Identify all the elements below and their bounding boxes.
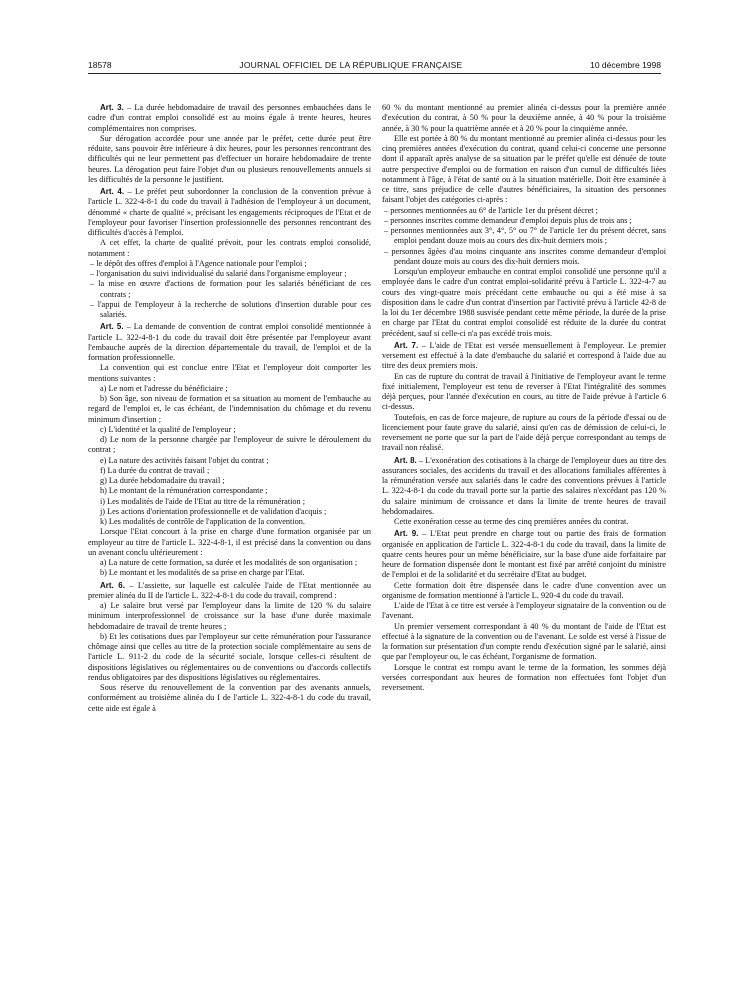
list-item: b) Son âge, son niveau de formation et sa situation au moment de l'embauche au regard de l'emploi et, le cas échéant, de l'indemnisation du chômage et du revenu minimum d'insertion ; xyxy=(88,394,371,424)
list-item: f) La durée du contrat de travail ; xyxy=(100,465,210,475)
list-item: – personnes âgées d'au moins cinquante ans inscrites comme demandeur d'emploi pendant douze mois au cours des dix-huit derniers mois. xyxy=(384,246,666,266)
paragraph: Lorsque l'Etat concourt à la prise en charge d'une formation organisée par un employeur au titre de l'article L. 322-4-8-1, il est précisé dans la convention ou dans un avenant conclu ultérieurement : xyxy=(88,527,371,557)
list-item: d) Le nom de la personne chargée par l'employeur de suivre le déroulement du contrat ; xyxy=(88,435,371,455)
list-item: a) La nature de cette formation, sa durée et les modalités de son organisation ; xyxy=(100,558,358,567)
list-item: a) Le nom et l'adresse du bénéficiaire ; xyxy=(100,383,228,393)
article-8-paragraph: Art. 8. – L'exonération des cotisations à la charge de l'employeur dues au titre des assurances sociales, des accidents du travail et des allocations familiales afférentes à la rémunération versée aux salariés dans le cadre des conventions prévues à l'article L. 322-4-8-1 du code du travail porte sur la partie des salaires n'excédant pas 120 % du salaire minimum de croissance et dans la limite de trente heures de travail hebdomadaires. xyxy=(382,455,667,516)
article-4-paragraph: Art. 4. – Le préfet peut subordonner la conclusion de la convention prévue à l'article L. 322-4-8-1 du code du travail à l'adhésion de l'employeur à un document, dénommé « charte de qualité », précisant les engagements réciproques de l'Etat et de l'employeur pour favoriser l'insertion professionnelle des personnes rencontrant des difficultés d'accès à l'emploi. xyxy=(88,187,371,237)
list-item: – personnes mentionnées au 6° de l'article 1er du présent décret ; xyxy=(384,205,598,215)
paragraph: Lorsqu'un employeur embauche en contrat emploi consolidé une personne qu'il a employée dans le cadre d'un contrat emploi-solidarité prévu à l'article L. 322-4-7 au cours des vingt-quatre mois précédant cette embauche ou qui a été mise à sa disposition dans le cadre d'un contrat d'insertion par l'activité prévu à l'article 42-8 de la loi du 1er décembre 1988 susvisée pendant cette même période, la durée de la prise en charge par l'Etat du contrat emploi consolidé est réduite de la durée du contrat précédent, sauf si celle-ci n'a pas excédé trois mois. xyxy=(382,267,666,338)
list-item: – l'organisation du suivi individualisé du salarié dans l'organisme employeur ; xyxy=(90,269,347,278)
paragraph: Cette exonération cesse au terme des cinq premières années du contrat. xyxy=(394,517,629,526)
list-item: a) Le salaire brut versé par l'employeur dans la limite de 120 % du salaire minimum interprofessionnel de croissance sur la base d'une durée maximale hebdomadaire de travail de trente heures ; xyxy=(88,601,371,631)
article-6-paragraph: Art. 6. – L'assiette, sur laquelle est calculée l'aide de l'Etat mentionnée au premier alinéa du II de l'article L. 322-4-8-1 du code du travail, comprend : xyxy=(88,580,371,600)
left-column xyxy=(88,103,371,714)
list-item: – personnes mentionnées aux 3°, 4°, 5° ou 7° de l'article 1er du présent décret, sans emploi pendant douze mois au cours des dix-huit derniers mois ; xyxy=(384,226,666,246)
paragraph: L'aide de l'Etat à ce titre est versée à l'employeur signataire de la convention ou de l'avenant. xyxy=(382,601,666,621)
article-7-paragraph: Art. 7. – L'aide de l'Etat est versée mensuellement à l'employeur. Le premier versement est effectué à la date d'embauche du salarié et correspond à l'aide due au titre des deux premiers mois. xyxy=(382,340,666,371)
list-item: b) Le montant et les modalités de sa prise en charge par l'Etat. xyxy=(100,568,305,578)
article-7-label: Art. 7. xyxy=(394,340,419,350)
paragraph: Un premier versement correspondant à 40 % du montant de l'aide de l'Etat est effectué à la signature de la convention ou de l'avenant. Le solde est versé à l'issue de la formation sur présentation d'un compte rendu d'exécution signé par le salarié, ainsi que par l'employeur ou, le cas échéant, l'organisme de formation. xyxy=(382,621,666,662)
list-item: c) L'identité et la qualité de l'employeur ; xyxy=(100,424,236,434)
article-9-label: Art. 9. xyxy=(394,529,419,539)
paragraph: Cette formation doit être dispensée dans le cadre d'une convention avec un organisme de formation mentionné à l'article L. 920-4 du code du travail. xyxy=(382,580,666,600)
article-4-label: Art. 4. xyxy=(100,187,125,196)
page-number: 18578 xyxy=(88,60,112,70)
list-item: – la mise en œuvre d'actions de formation pour les salariés bénéficiant de ces contrats ; xyxy=(90,279,371,299)
article-5-paragraph: Art. 5. – La demande de convention de contrat emploi consolidé mentionnée à l'article L. 322-4-8-1 du code du travail doit être présentée par l'employeur avant l'embauche auprès de la direction départementale du travail, de l'emploi et de la formation professionnelle. xyxy=(88,322,372,362)
charter-list xyxy=(88,259,371,321)
list-item: – l'appui de l'employeur à la recherche de solutions d'insertion durable pour ces salariés. xyxy=(90,299,371,319)
list-item: h) Le montant de la rémunération correspondante ; xyxy=(100,486,268,496)
page-header xyxy=(88,57,661,73)
list-item: j) Les actions d'orientation professionnelle et de validation d'acquis ; xyxy=(100,506,327,516)
paragraph: Elle est portée à 80 % du montant mentionné au premier alinéa ci-dessus pour les cinq premières années d'exécution du contrat, quand celui-ci concerne une personne dont il apparaît après analyse de sa situation par le préfet qu'elle est dénuée de toute autre perspective d'emploi ou de formation en raison d'un cumul de difficultés liées notamment à l'âge, à l'état de santé ou à la situation matérielle. Doit être examinée à ce titre, sans préjudice de celle d'autres bénéficiaires, la situation des personnes faisant l'objet des catégories ci-après : xyxy=(382,133,666,205)
paragraph: En cas de rupture du contrat de travail à l'initiative de l'employeur avant le terme fixé initialement, l'employeur est tenu de reverser à l'Etat l'intégralité des sommes déjà perçues, pour l'année d'exécution en cours, au titre de l'aide prévue à l'article 6 ci-dessus. xyxy=(382,371,666,412)
article-9-paragraph: Art. 9. – L'Etat peut prendre en charge tout ou partie des frais de formation organisée en application de l'article L. 322-4-8-1 du code du travail, dans la limite de quatre cents heures pour un même bénéficiaire, sur la base d'une aide forfaitaire par heure de formation dispensée dont le montant est fixé par arrêté conjoint du ministre de l'emploi et de la solidarité et du secrétaire d'Etat au budget. xyxy=(382,529,667,580)
list-item: e) La nature des activités faisant l'objet du contrat ; xyxy=(100,455,269,465)
article-5-label: Art. 5. xyxy=(100,322,124,332)
categories-list xyxy=(382,206,666,268)
header-rule xyxy=(88,73,661,74)
article-8-label: Art. 8. xyxy=(394,455,417,465)
right-column xyxy=(382,103,666,693)
list-item: k) Les modalités de contrôle de l'application de la convention. xyxy=(100,517,305,526)
list-item: b) Et les cotisations dues par l'employeur sur cette rémunération pour l'assurance chômage ainsi que celles au titre de la protection sociale complémentaire au sens de l'article L. 911-2 du code de la sécurité sociale, lorsque celles-ci résultent de dispositions législatives ou réglementaires ou de conventions ou d'accords collectifs rendus obligatoires par des dispositions législatives ou réglementaires. xyxy=(88,631,371,682)
paragraph: A cet effet, la charte de qualité prévoit, pour les contrats emploi consolidé, notamment : xyxy=(88,238,371,258)
paragraph: Sur dérogation accordée pour une année par le préfet, cette durée peut être réduite, sans pouvoir être inférieure à dix heures, pour les personnes rencontrant des difficultés qui ne leur permettent pas d'effectuer un horaire hebdomadaire de trente heures. La dérogation peut faire l'objet d'un ou plusieurs renouvellements annuels si les difficultés de la personne le justifient. xyxy=(88,133,371,184)
list-item: g) La durée hebdomadaire du travail ; xyxy=(100,476,225,485)
paragraph: 60 % du montant mentionné au premier alinéa ci-dessus pour la première année d'exécution du contrat, à 50 % pour la deuxième année, à 40 % pour la troisième année, à 30 % pour la quatrième année et à 20 % pour la cinquième année. xyxy=(382,103,666,133)
issue-date: 10 décembre 1998 xyxy=(590,60,661,70)
list-item: – personnes inscrites comme demandeur d'emploi depuis plus de trois ans ; xyxy=(384,215,632,225)
article-3-paragraph: Art. 3. – La durée hebdomadaire de travail des personnes embauchées dans le cadre d'un contrat emploi consolidé est au moins égale à trente heures, heures complémentaires non comprises. xyxy=(88,103,372,133)
paragraph: Lorsque le contrat est rompu avant le terme de la formation, les sommes déjà versées correspondant aux heures de formation non effectuées font l'objet d'un reversement. xyxy=(382,662,666,692)
paragraph: Sous réserve du renouvellement de la convention par des avenants annuels, conformément au troisième alinéa du I de l'article L. 322-4-8-1 du code du travail, cette aide est égale à xyxy=(88,683,371,713)
paragraph: La convention qui est conclue entre l'Etat et l'employeur doit comporter les mentions suivantes : xyxy=(88,363,371,383)
journal-title: JOURNAL OFFICIEL DE LA RÉPUBLIQUE FRANÇAISE xyxy=(239,60,463,70)
article-6-label: Art. 6. xyxy=(100,580,125,590)
article-3-label: Art. 3. xyxy=(100,103,124,112)
list-item: i) Les modalités de l'aide de l'Etat au titre de la rémunération ; xyxy=(100,496,306,506)
list-item: – le dépôt des offres d'emploi à l'Agence nationale pour l'emploi ; xyxy=(90,258,307,268)
paragraph: Toutefois, en cas de force majeure, de rupture au cours de la période d'essai ou de licenciement pour faute grave du salarié, ainsi qu'en cas de démission de celui-ci, le reversement ne porte que sur la part de l'aide déjà perçue correspondant au temps de travail non réalisé. xyxy=(382,412,666,453)
